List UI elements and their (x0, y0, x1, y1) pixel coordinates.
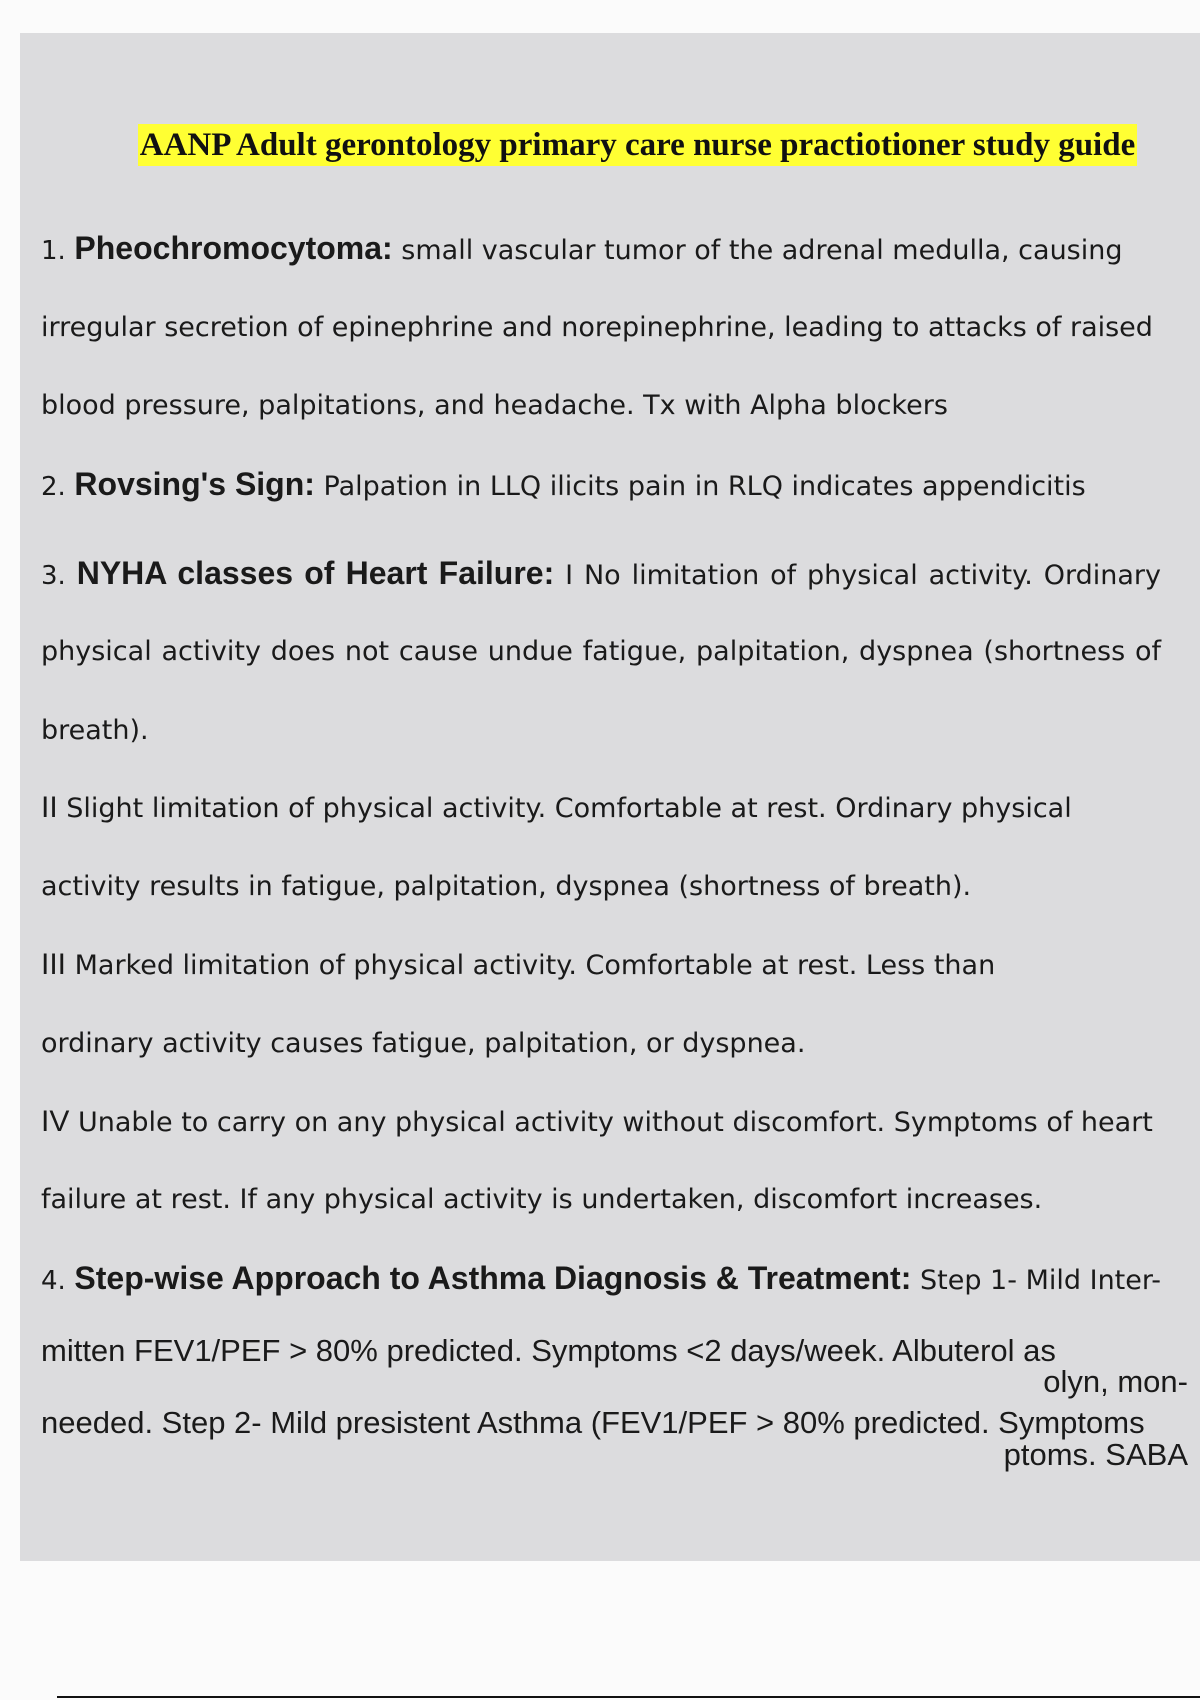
item-3-term: NYHA classes of Heart Failure: (76, 555, 555, 591)
item-1-line-2: irregular secretion of epinephrine and norepinephrine, leading to attacks of raised (41, 312, 1153, 343)
item-1-line-3: blood pressure, palpitations, and headache. Tx with Alpha blockers (41, 390, 948, 421)
class-ii-numeral: II (41, 791, 58, 824)
item-4-fragment-2: ptoms. SABA (1003, 1437, 1188, 1472)
item-2-number: 2. (41, 472, 66, 502)
class-iii-line-1 (41, 945, 995, 986)
title-line (0, 124, 1200, 166)
item-3-line-3: breath). (41, 715, 149, 746)
item-4-line-3: needed. Step 2- Mild presistent Asthma (FEV1/PEF > 80% predicted. Symptoms (41, 1405, 1145, 1440)
footer-rule (57, 1696, 1200, 1698)
document-title: AANP Adult gerontology primary care nurse practiotioner study guide (138, 124, 1137, 166)
item-4-term: Step-wise Approach to Asthma Diagnosis & Treatment: (74, 1260, 912, 1296)
item-4-text: Step 1- Mild Inter- (919, 1265, 1161, 1296)
item-1-term: Pheochromocytoma: (74, 230, 393, 266)
item-4-fragment-1: olyn, mon- (1043, 1364, 1188, 1399)
item-2-term: Rovsing's Sign: (74, 466, 315, 502)
class-iv-line-2: failure at rest. If any physical activity is undertaken, discomfort increases. (41, 1184, 1043, 1215)
item-3-text: I No limitation of physical activity. Ordinary (565, 560, 1161, 591)
class-iii-numeral: III (41, 948, 67, 981)
item-1-line-1 (41, 228, 1123, 271)
class-iv-line-1 (41, 1102, 1153, 1143)
item-1-text: small vascular tumor of the adrenal medulla, causing (401, 235, 1123, 266)
item-1-number: 1. (41, 236, 66, 266)
class-ii-line-2: activity results in fatigue, palpitation, dyspnea (shortness of breath). (41, 871, 972, 902)
class-ii-line-1 (41, 788, 1072, 829)
class-ii-text: Slight limitation of physical activity. Comfortable at rest. Ordinary physical (66, 793, 1072, 824)
item-3-line-1 (41, 553, 1161, 596)
item-2-line-1 (41, 464, 1086, 507)
class-iii-line-2: ordinary activity causes fatigue, palpitation, or dyspnea. (41, 1028, 806, 1059)
item-3-number: 3. (41, 561, 66, 591)
class-iv-text: Unable to carry on any physical activity without discomfort. Symptoms of heart (77, 1107, 1153, 1138)
item-4-line-1 (41, 1258, 1161, 1301)
item-4-line-2: mitten FEV1/PEF > 80% predicted. Symptoms <2 days/week. Albuterol as (41, 1333, 1056, 1368)
item-4-number: 4. (41, 1266, 66, 1296)
class-iv-numeral: IV (41, 1105, 70, 1138)
item-3-line-2: physical activity does not cause undue fatigue, palpitation, dyspnea (shortness of (41, 636, 1161, 667)
class-iii-text: Marked limitation of physical activity. Comfortable at rest. Less than (74, 950, 996, 981)
item-2-text: Palpation in LLQ ilicits pain in RLQ indicates appendicitis (323, 471, 1086, 502)
